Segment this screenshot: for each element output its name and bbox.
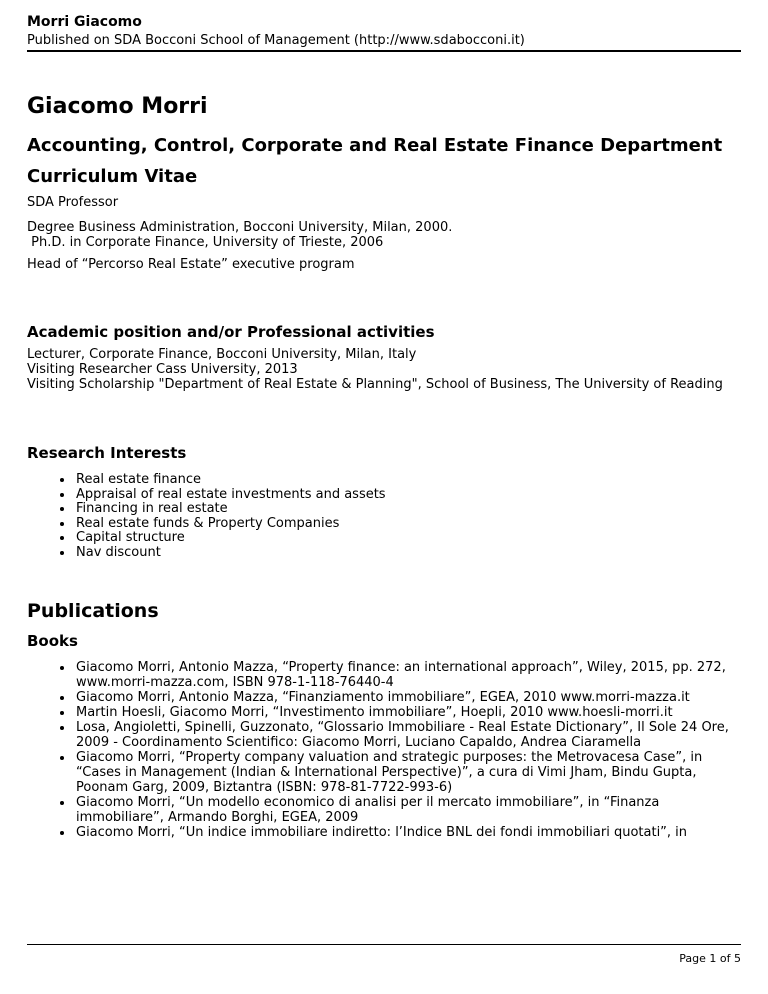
- list-item: • Giacomo Morri, Antonio Mazza, “Finanziamento immobiliare”, EGEA, 2010 www.morri-mazza.it: [74, 690, 741, 705]
- research-list: [27, 473, 741, 561]
- list-item: • Appraisal of real estate investments and assets: [74, 488, 741, 503]
- phd-line: Ph.D. in Corporate Finance, University of Trieste, 2006: [27, 235, 384, 250]
- person-name: Giacomo Morri: [27, 94, 208, 119]
- degree-line: Degree Business Administration, Bocconi University, Milan, 2000.: [27, 220, 453, 235]
- degree-block: [27, 220, 741, 250]
- footer-divider: [27, 944, 741, 945]
- list-item: • Losa, Angioletti, Spinelli, Guzzonato, “Glossario Immobiliare - Real Estate Dictionary”, Il Sole 24 Ore, 2009 - Coordinamento Scientifico: Giacomo Morri, Luciano Capaldo, Andrea Ciaramella: [74, 720, 741, 750]
- publications-heading: Publications: [27, 599, 159, 622]
- document-body: [27, 94, 741, 840]
- head-program-text: Head of “Percorso Real Estate” executive program: [27, 257, 355, 272]
- header-divider: [27, 50, 741, 52]
- list-item: • Real estate funds & Property Companies: [74, 517, 741, 532]
- research-heading: Research Interests: [27, 444, 187, 462]
- list-item: • Martin Hoesli, Giacomo Morri, “Investimento immobiliare”, Hoepli, 2010 www.hoesli-morri.it: [74, 705, 741, 720]
- list-item: • Giacomo Morri, “Property company valuation and strategic purposes: the Metrovacesa Case”, in “Cases in Management (Indian & International Perspective)”, a cura di Vimi Jham, Bindu Gupta, Poonam Garg, 2009, Biztantra (ISBN: 978-81-7722-993-6): [74, 750, 741, 795]
- page-header: [27, 13, 741, 49]
- books-heading: Books: [27, 631, 78, 650]
- role-text: SDA Professor: [27, 195, 119, 210]
- list-item: • Financing in real estate: [74, 502, 741, 517]
- list-item: • Giacomo Morri, “Un indice immobiliare indiretto: l’Indice BNL dei fondi immobiliari quotati”, in: [74, 825, 741, 840]
- list-item: • Giacomo Morri, Antonio Mazza, “Property finance: an international approach”, Wiley, 2015, pp. 272, www.morri-mazza.com, ISBN 978-1-118-76440-4: [74, 660, 741, 690]
- books-list: [27, 660, 741, 840]
- cv-heading: Curriculum Vitae: [27, 166, 198, 187]
- position-line: Lecturer, Corporate Finance, Bocconi University, Milan, Italy: [27, 347, 417, 362]
- positions-block: [27, 347, 741, 392]
- list-item: • Capital structure: [74, 531, 741, 546]
- list-item: • Real estate finance: [74, 473, 741, 488]
- positions-heading: Academic position and/or Professional activities: [27, 323, 435, 341]
- department-heading: Accounting, Control, Corporate and Real Estate Finance Department: [27, 135, 723, 156]
- position-line: Visiting Scholarship "Department of Real Estate & Planning", School of Business, The University of Reading: [27, 377, 723, 392]
- list-item: • Nav discount: [74, 546, 741, 561]
- page-number: Page 1 of 5: [679, 952, 741, 965]
- list-item: • Giacomo Morri, “Un modello economico di analisi per il mercato immobiliare”, in “Finanza immobiliare”, Armando Borghi, EGEA, 2009: [74, 795, 741, 825]
- header-published-line: Published on SDA Bocconi School of Management (http://www.sdabocconi.it): [27, 33, 525, 48]
- position-line: Visiting Researcher Cass University, 2013: [27, 362, 298, 377]
- header-title: Morri Giacomo: [27, 14, 142, 30]
